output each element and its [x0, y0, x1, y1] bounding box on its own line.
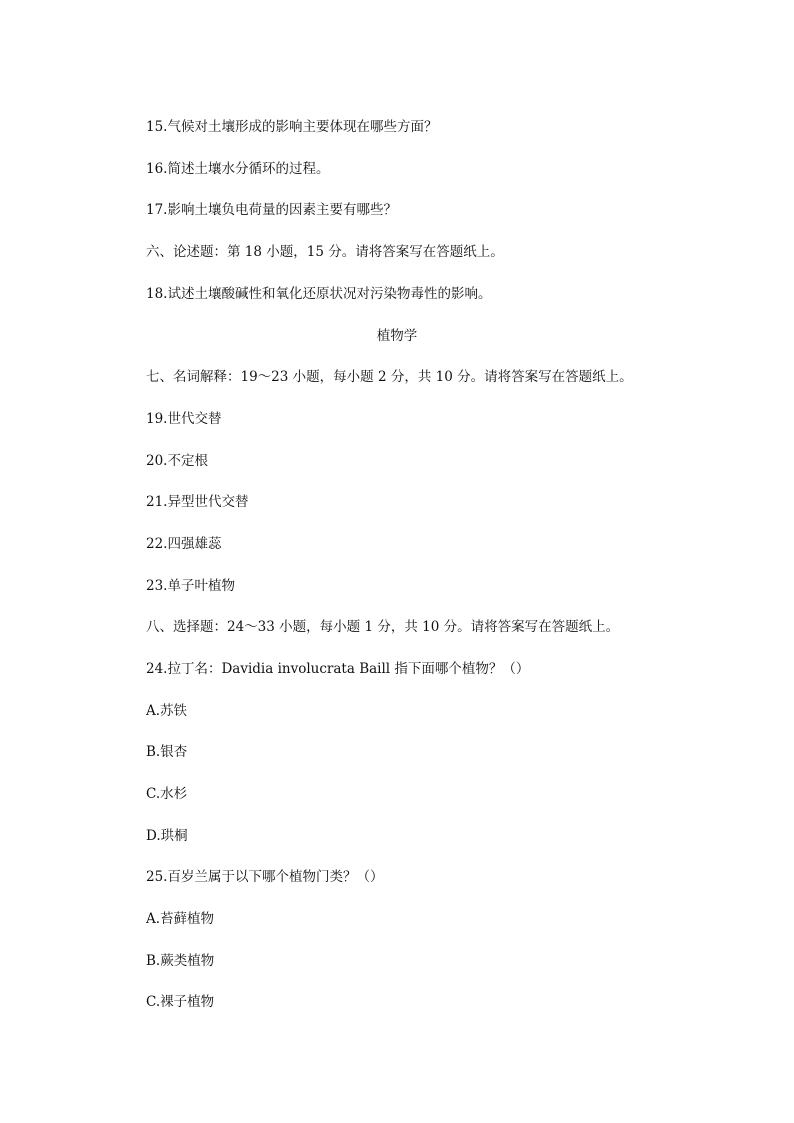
section-6-heading: 六、论述题：第 18 小题，15 分。请将答案写在答题纸上。: [146, 244, 504, 260]
subject-title-botany: 植物学: [376, 328, 418, 344]
question-16: 16.简述土壤水分循环的过程。: [146, 161, 330, 177]
section-7-heading: 七、名词解释：19～23 小题，每小题 2 分，共 10 分。请将答案写在答题纸上。: [146, 369, 633, 385]
question-24: 24.拉丁名：Davidia involucrata Baill 指下面哪个植物？（）: [146, 661, 530, 677]
question-23: 23.单子叶植物: [146, 578, 235, 594]
question-25-option-b: B.蕨类植物: [146, 953, 215, 969]
question-24-option-a: A.苏铁: [146, 703, 188, 719]
question-15: 15.气候对土壤形成的影响主要体现在哪些方面？: [146, 119, 438, 135]
question-25-option-a: A.苔藓植物: [146, 911, 215, 927]
question-19: 19.世代交替: [146, 411, 222, 427]
section-8-heading: 八、选择题：24～33 小题，每小题 1 分，共 10 分。请将答案写在答题纸上。: [146, 619, 620, 635]
question-24-option-d: D.珙桐: [146, 828, 188, 844]
question-25-option-c: C.裸子植物: [146, 994, 215, 1010]
question-21: 21.异型世代交替: [146, 494, 249, 510]
question-24-option-b: B.银杏: [146, 744, 188, 760]
question-24-option-c: C.水杉: [146, 786, 188, 802]
question-20: 20.不定根: [146, 453, 208, 469]
question-25: 25.百岁兰属于以下哪个植物门类？（）: [146, 869, 384, 885]
question-22: 22.四强雄蕊: [146, 536, 222, 552]
question-18: 18.试述土壤酸碱性和氧化还原状况对污染物毒性的影响。: [146, 286, 492, 302]
question-17: 17.影响土壤负电荷量的因素主要有哪些？: [146, 202, 397, 218]
